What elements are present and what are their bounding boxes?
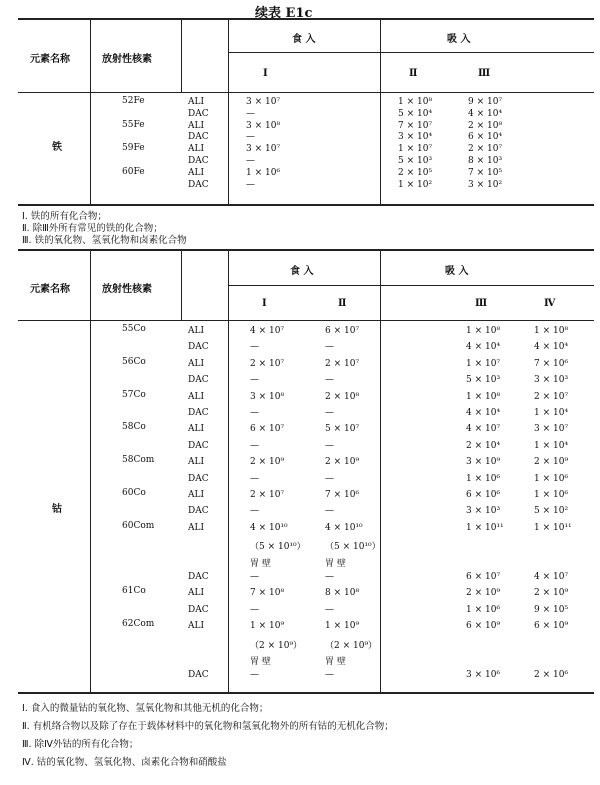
t1-class-ii: Ⅱ — [409, 68, 418, 79]
dose-type: DAC — [188, 156, 209, 166]
inhalation-iii-value: 9 × 10⁷ — [468, 97, 503, 107]
ingestion-i-value: 3 × 10⁸ — [246, 120, 281, 131]
t2-element-name: 钴 — [52, 504, 62, 515]
ingestion-ii-value: 6 × 10⁷ — [325, 326, 360, 336]
ingestion-i-value: 3 × 10⁷ — [246, 97, 281, 107]
note-line: Ⅱ. 有机络合物以及除了存在于载体材料中的氧化物和氢氧化物外的所有钴的无机化合物； — [22, 721, 394, 732]
dose-type: ALI — [188, 97, 205, 107]
ingestion-i-value: — — [246, 156, 255, 166]
inhalation-iii-value: 5 × 10³ — [466, 375, 501, 386]
ingestion-i-value: — — [250, 604, 259, 615]
dose-type: ALI — [188, 391, 205, 402]
inhalation-iv-value: 2 × 10⁹ — [534, 457, 569, 468]
ingestion-ii-value: 2 × 10⁸ — [325, 391, 360, 402]
dose-type: DAC — [188, 572, 209, 582]
t2-nuclide-header: 放射性核素 — [102, 284, 152, 295]
dose-type: DAC — [188, 132, 209, 143]
nuclide-label: 55Co — [122, 324, 146, 334]
inhalation-iii-value: 6 × 10⁷ — [466, 572, 501, 582]
note-line: Ⅰ. 食入的微量钴的氧化物、氢氧化物和其他无机的化合物； — [22, 703, 269, 714]
inhalation-iii-value: 4 × 10⁴ — [466, 408, 501, 418]
ingestion-i-value: 3 × 10⁷ — [246, 144, 281, 155]
dose-type: DAC — [188, 108, 209, 119]
ingestion-i-value: — — [246, 132, 255, 143]
ingestion-i-value: — — [250, 342, 259, 353]
note-line: Ⅲ. 铁的氧化物、氢氧化物和卤素化合物 — [22, 235, 187, 246]
ingestion-i-value: 6 × 10⁷ — [250, 424, 285, 435]
ingestion-i-value: — — [250, 375, 259, 386]
ingestion-ii-value: 胃 壁 — [325, 558, 346, 569]
ingestion-ii-value: 7 × 10⁶ — [325, 490, 360, 500]
ingestion-i-value: 4 × 10¹⁰ — [250, 522, 288, 533]
dose-type: DAC — [188, 375, 209, 386]
inhalation-iii-value: 8 × 10³ — [468, 156, 503, 166]
inhalation-ii-value: 1 × 10⁷ — [398, 144, 433, 155]
ingestion-ii-value: 2 × 10⁹ — [325, 457, 360, 468]
ingestion-ii-value: （5 × 10¹⁰） — [325, 542, 381, 553]
nuclide-label: 62Com — [122, 619, 155, 630]
ingestion-i-value: 4 × 10⁷ — [250, 326, 285, 336]
inhalation-iv-value: 4 × 10⁴ — [534, 342, 569, 353]
dose-type: ALI — [188, 120, 205, 131]
t1-ingestion-header: 食 入 — [292, 34, 316, 45]
dose-type: DAC — [188, 670, 209, 681]
ingestion-ii-value: — — [325, 506, 334, 517]
t2-class-ii: Ⅱ — [338, 298, 347, 309]
inhalation-ii-value: 7 × 10⁷ — [398, 120, 433, 131]
ingestion-ii-value: （2 × 10⁹） — [325, 640, 378, 651]
dose-type: ALI — [188, 167, 205, 178]
ingestion-ii-value: — — [325, 408, 334, 418]
ingestion-i-value: 1 × 10⁶ — [246, 167, 281, 178]
nuclide-label: 60Fe — [122, 166, 145, 177]
ingestion-ii-value: — — [325, 440, 334, 451]
ingestion-ii-value: 5 × 10⁷ — [325, 424, 360, 435]
ingestion-ii-value: — — [325, 572, 334, 582]
t1-inhalation-header: 吸 入 — [447, 34, 471, 45]
inhalation-ii-value: 1 × 10² — [398, 179, 433, 190]
inhalation-iv-value: 1 × 10⁶ — [534, 473, 569, 484]
inhalation-iv-value: 2 × 10⁷ — [534, 391, 569, 402]
inhalation-iii-value: 6 × 10⁶ — [466, 490, 501, 500]
ingestion-i-value: — — [250, 506, 259, 517]
inhalation-iii-value: 3 × 10⁶ — [466, 670, 501, 681]
ingestion-ii-value: — — [325, 473, 334, 484]
t1-class-i: Ⅰ — [263, 68, 268, 79]
dose-type: DAC — [188, 408, 209, 418]
inhalation-iv-value: 4 × 10⁷ — [534, 572, 569, 582]
inhalation-iv-value: 5 × 10² — [534, 506, 569, 517]
ingestion-ii-value: 8 × 10⁸ — [325, 588, 360, 599]
inhalation-ii-value: 3 × 10⁴ — [398, 132, 433, 143]
ingestion-i-value: 胃 壁 — [250, 657, 271, 667]
inhalation-iii-value: 1 × 10⁸ — [466, 326, 501, 336]
ingestion-i-value: 2 × 10⁷ — [250, 358, 285, 369]
ingestion-i-value: （5 × 10¹⁰） — [250, 542, 306, 553]
dose-type: ALI — [188, 144, 205, 155]
t1-element-header: 元素名称 — [30, 54, 70, 65]
inhalation-ii-value: 2 × 10⁵ — [398, 167, 433, 178]
t2-ingestion-header: 食 入 — [290, 266, 314, 277]
inhalation-iv-value: 1 × 10¹¹ — [534, 522, 572, 533]
inhalation-iii-value: 7 × 10⁵ — [468, 167, 503, 178]
ingestion-ii-value: — — [325, 375, 334, 386]
dose-type: ALI — [188, 326, 205, 336]
dose-type: DAC — [188, 506, 209, 517]
inhalation-iii-value: 4 × 10⁴ — [468, 108, 503, 119]
nuclide-label: 52Fe — [122, 96, 145, 106]
dose-type: ALI — [188, 358, 205, 369]
inhalation-iv-value: 2 × 10⁹ — [534, 588, 569, 599]
ingestion-i-value: 7 × 10⁸ — [250, 588, 285, 599]
inhalation-iii-value: 2 × 10⁸ — [468, 120, 503, 131]
nuclide-label: 59Fe — [122, 143, 145, 154]
note-line: Ⅲ. 除Ⅳ外钴的所有化合物； — [22, 739, 139, 750]
inhalation-ii-value: 1 × 10⁸ — [398, 97, 433, 107]
inhalation-iii-value: 1 × 10⁸ — [466, 391, 501, 402]
ingestion-i-value: 2 × 10⁹ — [250, 457, 285, 468]
ingestion-i-value: 胃 壁 — [250, 558, 271, 569]
inhalation-iii-value: 1 × 10⁶ — [466, 473, 501, 484]
nuclide-label: 56Co — [122, 356, 146, 367]
ingestion-i-value: 2 × 10⁷ — [250, 490, 285, 500]
dose-type: ALI — [188, 522, 205, 533]
dose-type: ALI — [188, 588, 205, 599]
ingestion-i-value: — — [250, 572, 259, 582]
nuclide-label: 58Com — [122, 455, 155, 466]
inhalation-iv-value: 2 × 10⁶ — [534, 670, 569, 681]
t2-class-iv: Ⅳ — [544, 298, 556, 309]
inhalation-iv-value: 3 × 10⁷ — [534, 424, 569, 435]
dose-type: DAC — [188, 179, 209, 190]
inhalation-iii-value: 3 × 10⁹ — [466, 457, 501, 468]
inhalation-iv-value: 1 × 10⁴ — [534, 408, 569, 418]
nuclide-label: 60Com — [122, 520, 155, 531]
inhalation-iii-value: 3 × 10³ — [466, 506, 501, 517]
inhalation-iii-value: 6 × 10⁹ — [466, 621, 501, 632]
nuclide-label: 61Co — [122, 586, 146, 597]
ingestion-i-value: — — [250, 670, 259, 681]
ingestion-i-value: 3 × 10⁸ — [250, 391, 285, 402]
ingestion-ii-value: 胃 壁 — [325, 657, 346, 667]
t2-class-i: Ⅰ — [262, 298, 267, 309]
nuclide-label: 55Fe — [122, 119, 145, 130]
inhalation-iii-value: 3 × 10² — [468, 179, 503, 190]
ingestion-i-value: — — [246, 108, 255, 119]
note-line: Ⅳ. 钴的氧化物、氢氧化物、卤素化合物和硝酸盐 — [22, 757, 227, 768]
ingestion-ii-value: — — [325, 670, 334, 681]
nuclide-label: 57Co — [122, 389, 146, 400]
dose-type: ALI — [188, 621, 205, 632]
inhalation-iii-value: 1 × 10¹¹ — [466, 522, 504, 533]
inhalation-iv-value: 3 × 10³ — [534, 375, 569, 386]
ingestion-i-value: （2 × 10⁹） — [250, 640, 303, 651]
ingestion-ii-value: — — [325, 604, 334, 615]
dose-type: DAC — [188, 473, 209, 484]
inhalation-iii-value: 4 × 10⁷ — [466, 424, 501, 435]
inhalation-iii-value: 2 × 10⁹ — [466, 588, 501, 599]
inhalation-iii-value: 2 × 10⁴ — [466, 440, 501, 451]
t1-nuclide-header: 放射性核素 — [102, 54, 152, 65]
dose-type: ALI — [188, 490, 205, 500]
inhalation-ii-value: 5 × 10⁴ — [398, 108, 433, 119]
dose-type: ALI — [188, 424, 205, 435]
dose-type: DAC — [188, 440, 209, 451]
inhalation-iii-value: 4 × 10⁴ — [466, 342, 501, 353]
dose-type: DAC — [188, 604, 209, 615]
ingestion-i-value: — — [250, 473, 259, 484]
ingestion-i-value: — — [250, 408, 259, 418]
inhalation-iv-value: 1 × 10⁸ — [534, 326, 569, 336]
page-title: 续表 E1c — [255, 6, 313, 21]
ingestion-ii-value: — — [325, 342, 334, 353]
ingestion-i-value: — — [246, 179, 255, 190]
nuclide-label: 58Co — [122, 422, 146, 433]
ingestion-ii-value: 4 × 10¹⁰ — [325, 522, 363, 533]
note-line: Ⅱ. 除Ⅲ外所有常见的铁的化合物； — [22, 223, 163, 234]
ingestion-i-value: — — [250, 440, 259, 451]
inhalation-iv-value: 7 × 10⁶ — [534, 358, 569, 369]
inhalation-iv-value: 1 × 10⁴ — [534, 440, 569, 451]
t2-class-iii: Ⅲ — [475, 298, 488, 309]
inhalation-iii-value: 2 × 10⁷ — [468, 144, 503, 155]
inhalation-iv-value: 6 × 10⁹ — [534, 621, 569, 632]
ingestion-ii-value: 2 × 10⁷ — [325, 358, 360, 369]
inhalation-iv-value: 1 × 10⁶ — [534, 490, 569, 500]
dose-type: ALI — [188, 457, 205, 468]
inhalation-iv-value: 9 × 10⁵ — [534, 604, 569, 615]
inhalation-iii-value: 6 × 10⁴ — [468, 132, 503, 143]
ingestion-i-value: 1 × 10⁹ — [250, 621, 285, 632]
t1-class-iii: Ⅲ — [478, 68, 491, 79]
note-line: Ⅰ. 铁的所有化合物； — [22, 211, 107, 222]
nuclide-label: 60Co — [122, 488, 146, 498]
inhalation-iii-value: 1 × 10⁷ — [466, 358, 501, 369]
t1-element-name: 铁 — [52, 142, 62, 153]
ingestion-ii-value: 1 × 10⁹ — [325, 621, 360, 632]
inhalation-iii-value: 1 × 10⁶ — [466, 604, 501, 615]
t2-element-header: 元素名称 — [30, 284, 70, 295]
dose-type: DAC — [188, 342, 209, 353]
inhalation-ii-value: 5 × 10³ — [398, 156, 433, 166]
t2-inhalation-header: 吸 入 — [445, 266, 469, 277]
